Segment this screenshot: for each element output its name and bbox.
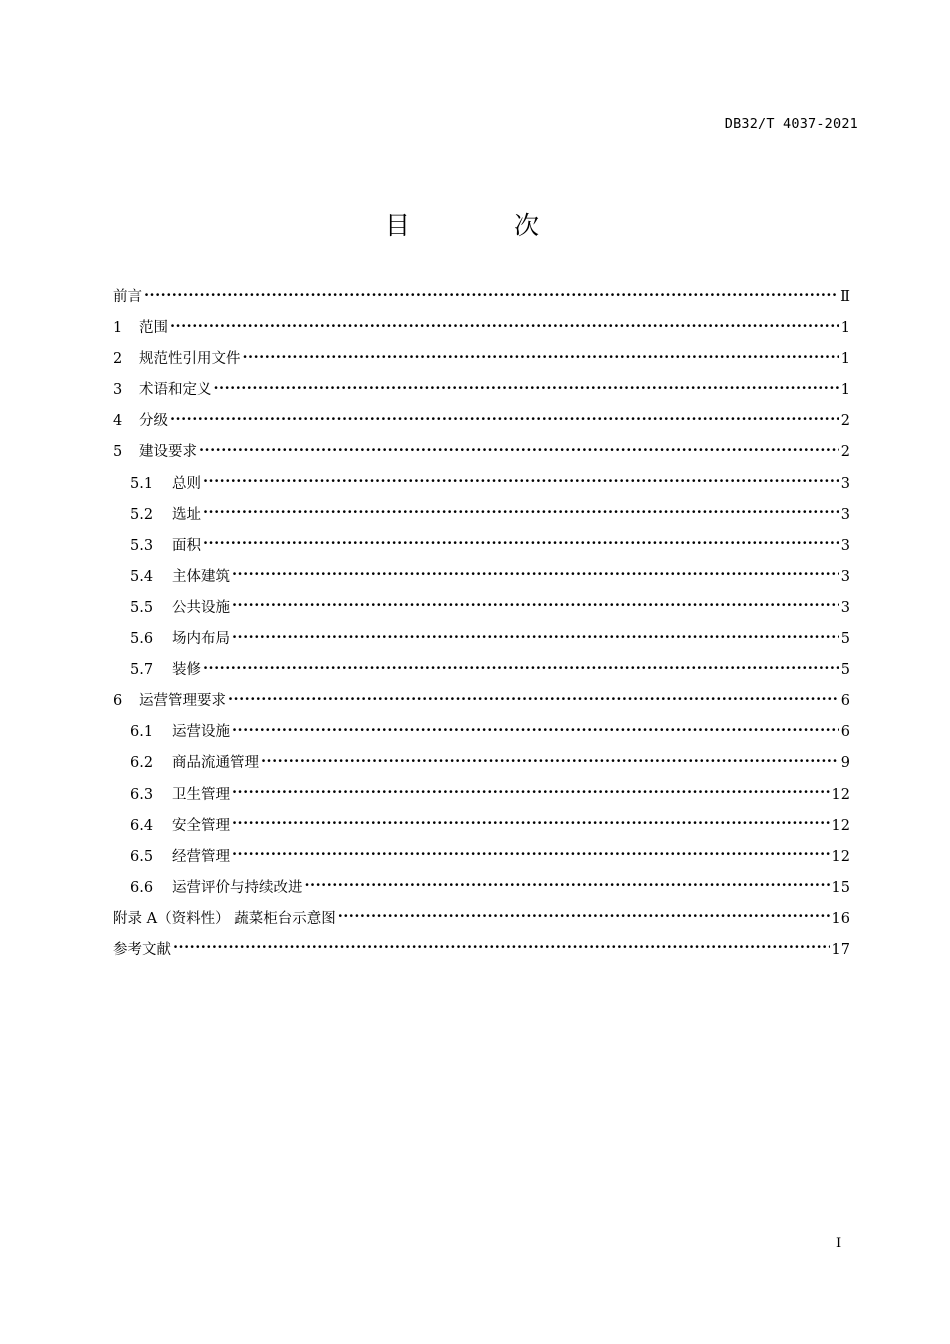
- toc-entry-scope[interactable]: [113, 316, 850, 347]
- toc-entry-page: 17: [831, 941, 850, 958]
- page-number: I: [836, 1236, 842, 1251]
- toc-entry-page: 1: [840, 351, 850, 368]
- toc-dot-leader: [232, 566, 839, 581]
- toc-entry-bibliography[interactable]: [113, 938, 850, 969]
- toc-entry-page: Ⅱ: [840, 289, 850, 305]
- toc-entry-label: 主体建筑: [172, 568, 230, 585]
- toc-dot-leader: [232, 629, 839, 644]
- toc-entry-number: 1: [113, 320, 123, 337]
- toc-entry-number: 5.2: [130, 506, 154, 523]
- toc-entry-5-3[interactable]: [113, 534, 850, 565]
- toc-dot-leader: [232, 815, 830, 830]
- toc-entry-label: 选址: [172, 506, 201, 523]
- toc-entry-label: 卫生管理: [172, 786, 230, 803]
- toc-entry-label: 前言: [113, 289, 142, 305]
- toc-entry-foreword[interactable]: [113, 285, 850, 316]
- toc-dot-leader: [232, 846, 830, 861]
- toc-entry-page: 12: [831, 817, 850, 834]
- toc-title: 目 次: [385, 211, 587, 240]
- toc-entry-page: 5: [840, 631, 850, 648]
- document-code: DB32/T 4037-2021: [724, 116, 858, 132]
- toc-entry-6-5[interactable]: [113, 845, 850, 876]
- toc-entry-label: 商品流通管理: [172, 755, 259, 772]
- toc-entry-page: 6: [840, 693, 850, 710]
- toc-entry-page: 6: [840, 724, 850, 741]
- toc-entry-normative-references[interactable]: [113, 347, 850, 378]
- toc-entry-number: 2: [113, 351, 123, 368]
- toc-entry-page: 3: [840, 537, 850, 554]
- toc-entry-number: 5.6: [130, 631, 154, 648]
- toc-entry-label: 附录 A（资料性） 蔬菜柜台示意图: [113, 910, 336, 927]
- toc-entry-label: 面积: [172, 537, 201, 554]
- toc-entry-page: 3: [840, 568, 850, 585]
- toc-entry-label: 范围: [139, 320, 168, 337]
- table-of-contents: [113, 285, 850, 969]
- toc-entry-label: 安全管理: [172, 817, 230, 834]
- toc-entry-page: 12: [831, 786, 850, 803]
- toc-entry-6-6[interactable]: [113, 876, 850, 907]
- toc-entry-label: 术语和定义: [139, 382, 212, 399]
- toc-entry-number: 5: [113, 444, 123, 461]
- toc-dot-leader: [214, 380, 839, 395]
- toc-entry-construction-requirements[interactable]: [113, 440, 850, 471]
- toc-entry-terms-definitions[interactable]: [113, 378, 850, 409]
- toc-entry-label: 运营评价与持续改进: [172, 879, 303, 896]
- toc-entry-page: 15: [831, 879, 850, 896]
- toc-dot-leader: [232, 597, 839, 612]
- toc-entry-number: 5.3: [130, 537, 154, 554]
- toc-entry-5-4[interactable]: [113, 565, 850, 596]
- toc-dot-leader: [243, 349, 839, 364]
- toc-entry-label: 分级: [139, 413, 168, 430]
- toc-entry-page: 3: [840, 506, 850, 523]
- toc-dot-leader: [338, 908, 830, 923]
- toc-entry-6-3[interactable]: [113, 783, 850, 814]
- toc-dot-leader: [203, 504, 839, 519]
- toc-entry-number: 4: [113, 413, 123, 430]
- toc-entry-number: 6.6: [130, 879, 154, 896]
- toc-entry-page: 5: [840, 662, 850, 679]
- toc-entry-page: 9: [840, 755, 850, 772]
- toc-dot-leader: [173, 939, 830, 954]
- toc-entry-label: 公共设施: [172, 599, 230, 616]
- toc-entry-number: 5.4: [130, 568, 154, 585]
- toc-dot-leader: [170, 411, 839, 426]
- toc-entry-page: 1: [840, 382, 850, 399]
- toc-entry-number: 5.5: [130, 599, 154, 616]
- toc-entry-label: 运营设施: [172, 724, 230, 741]
- toc-entry-appendix-a[interactable]: [113, 907, 850, 938]
- toc-entry-operation-management[interactable]: [113, 689, 850, 720]
- toc-entry-6-4[interactable]: [113, 814, 850, 845]
- toc-dot-leader: [203, 660, 839, 675]
- toc-entry-classification[interactable]: [113, 409, 850, 440]
- toc-entry-number: 6.5: [130, 848, 154, 865]
- toc-entry-label: 规范性引用文件: [139, 351, 241, 368]
- toc-entry-page: 12: [831, 848, 850, 865]
- toc-entry-number: 3: [113, 382, 123, 399]
- toc-entry-page: 2: [840, 444, 850, 461]
- toc-entry-5-6[interactable]: [113, 627, 850, 658]
- toc-entry-page: 2: [840, 413, 850, 430]
- toc-dot-leader: [305, 877, 830, 892]
- toc-entry-label: 场内布局: [172, 631, 230, 648]
- toc-entry-label: 总则: [172, 475, 201, 492]
- toc-entry-number: 5.1: [130, 475, 154, 492]
- toc-entry-5-2[interactable]: [113, 503, 850, 534]
- toc-dot-leader: [228, 691, 839, 706]
- toc-entry-page: 1: [840, 320, 850, 337]
- toc-entry-label: 经营管理: [172, 848, 230, 865]
- toc-entry-5-1[interactable]: [113, 472, 850, 503]
- toc-entry-5-5[interactable]: [113, 596, 850, 627]
- toc-entry-6-1[interactable]: [113, 720, 850, 751]
- toc-dot-leader: [144, 287, 838, 302]
- toc-entry-page: 3: [840, 599, 850, 616]
- toc-entry-page: 3: [840, 475, 850, 492]
- toc-entry-label: 参考文献: [113, 941, 171, 958]
- toc-entry-number: 6.4: [130, 817, 154, 834]
- toc-dot-leader: [199, 442, 839, 457]
- toc-entry-number: 6.2: [130, 755, 154, 772]
- toc-entry-page: 16: [831, 910, 850, 927]
- toc-dot-leader: [232, 784, 830, 799]
- toc-entry-label: 装修: [172, 662, 201, 679]
- toc-entry-number: 6.1: [130, 724, 154, 741]
- toc-entry-6-2[interactable]: [113, 751, 850, 782]
- toc-dot-leader: [261, 753, 839, 768]
- toc-entry-number: 5.7: [130, 662, 154, 679]
- toc-entry-number: 6.3: [130, 786, 154, 803]
- toc-entry-label: 运营管理要求: [139, 693, 226, 710]
- toc-dot-leader: [170, 318, 839, 333]
- toc-entry-number: 6: [113, 693, 123, 710]
- toc-dot-leader: [203, 473, 839, 488]
- toc-entry-5-7[interactable]: [113, 658, 850, 689]
- toc-dot-leader: [203, 535, 839, 550]
- toc-entry-label: 建设要求: [139, 444, 197, 461]
- toc-dot-leader: [232, 722, 839, 737]
